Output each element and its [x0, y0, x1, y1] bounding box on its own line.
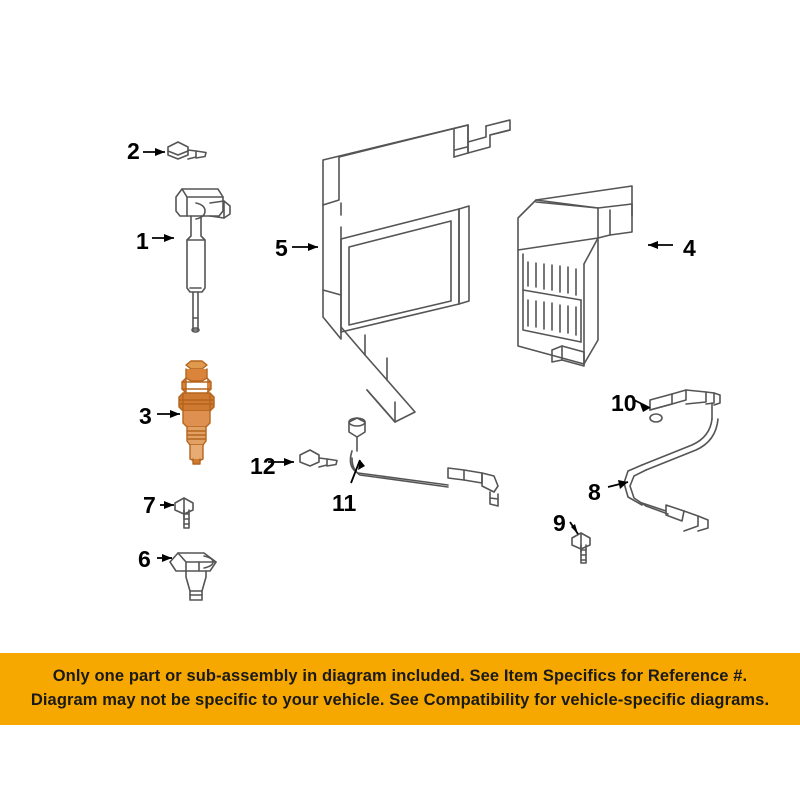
part-ignition-coil: [176, 189, 230, 332]
callout-11: 11: [332, 490, 357, 516]
callout-10: 10: [611, 390, 637, 416]
part-bracket-bolt: [572, 533, 590, 563]
callout-3: 3: [139, 403, 152, 429]
callout-5: 5: [275, 235, 288, 261]
part-oxygen-sensor-bracket: [650, 390, 720, 422]
part-knock-sensor: [349, 418, 498, 506]
callout-12: 12: [250, 453, 276, 479]
part-camshaft-position-sensor: [170, 553, 216, 600]
disclaimer-line-1: Only one part or sub-assembly in diagram included. See Item Specifics for Reference #.: [52, 667, 748, 686]
callout-2: 2: [127, 138, 140, 164]
part-coil-bolt: [168, 142, 206, 159]
part-engine-control-module: [518, 186, 632, 366]
part-ecm-bracket: [323, 120, 510, 422]
part-spark-plug: [179, 361, 214, 464]
part-sensor-bolt: [175, 498, 193, 528]
callout-7: 7: [143, 492, 156, 518]
callout-8: 8: [588, 479, 601, 505]
part-knock-sensor-bolt: [300, 450, 337, 467]
callout-1: 1: [136, 228, 149, 254]
disclaimer-line-2: Diagram may not be specific to your vehicle. See Compatibility for vehicle-specific diagrams.: [30, 691, 770, 709]
disclaimer-banner: [0, 653, 800, 725]
callout-6: 6: [138, 546, 151, 572]
callout-4: 4: [683, 235, 696, 261]
part-oxygen-sensor: [624, 419, 718, 531]
callout-9: 9: [553, 510, 566, 536]
